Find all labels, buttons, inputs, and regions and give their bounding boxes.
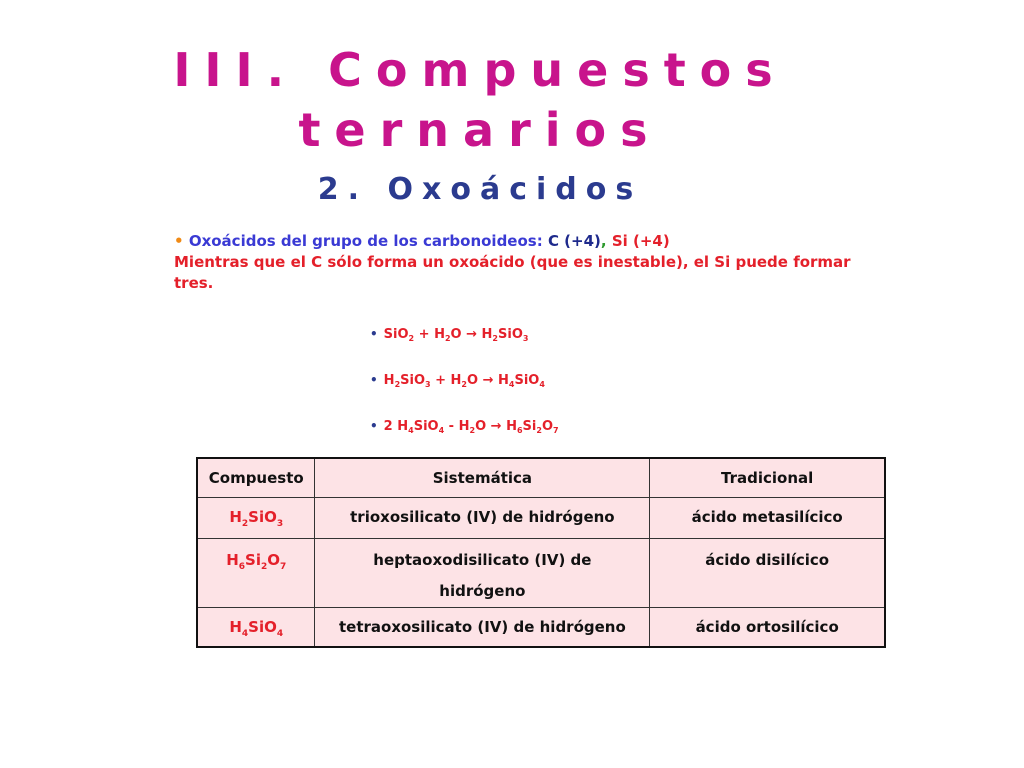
formula-text: H [226, 551, 239, 569]
formula-subscript: 4 [241, 629, 249, 639]
systematic-name-line-1: heptaoxodisilicato (IV) de [373, 551, 592, 569]
equation-subscript: 2 [492, 334, 498, 343]
table-row [197, 498, 885, 539]
equation-subscript: 2 [394, 380, 401, 389]
equation-2 [370, 366, 559, 412]
equation-1 [370, 320, 559, 366]
equation-body [384, 327, 529, 342]
header-sistematica: Sistemática [315, 458, 650, 498]
equation-text: - H [444, 419, 470, 434]
systematic-name [315, 539, 650, 608]
formula-text: O [267, 551, 280, 569]
bullet-icon: • [174, 232, 184, 250]
comma-separator: , [600, 232, 607, 250]
equation-text: O [541, 419, 553, 434]
systematic-name-line-2: hidrógeno [439, 582, 526, 600]
equation-text: O [450, 327, 467, 342]
traditional-name: ácido disilícico [650, 539, 885, 608]
systematic-name: tetraoxosilicato (IV) de hidrógeno [315, 608, 650, 648]
formula-subscript: 6 [238, 562, 246, 572]
equation-subscript: 2 [461, 380, 467, 389]
equation-text: O [467, 373, 483, 388]
equation-body [384, 419, 559, 434]
equations-list [370, 320, 559, 458]
silicon-valence: Si (+4) [611, 232, 670, 250]
equation-text: → [482, 373, 498, 388]
equation-text: Si [522, 419, 537, 434]
formula-subscript: 3 [276, 519, 284, 529]
formula-subscript: 2 [260, 562, 268, 572]
equation-text: SiO [514, 373, 540, 388]
equation-text: → [466, 327, 482, 342]
formula-cell [197, 498, 315, 539]
group-label: Oxoácidos del grupo de los carbonoideos: [188, 232, 543, 250]
formula-subscript: 4 [276, 629, 284, 639]
equation-subscript: 3 [522, 334, 529, 343]
formula-text: H [229, 618, 242, 636]
formula-subscript: 7 [280, 562, 287, 572]
bullet-icon: • [370, 419, 378, 433]
equation-text: H [383, 373, 395, 388]
header-compuesto: Compuesto [197, 458, 315, 498]
bullet-icon: • [370, 373, 378, 387]
slide-subtitle: 2. Oxoácidos [317, 172, 643, 207]
table-row [197, 539, 885, 608]
equation-text: SiO [413, 419, 439, 434]
equation-text: H [506, 419, 517, 434]
equation-text: SiO [383, 327, 409, 342]
equation-subscript: 3 [425, 380, 431, 389]
bullet-icon: • [370, 327, 378, 341]
table-header-row [197, 458, 885, 498]
title-line-2: ternarios [298, 103, 662, 157]
equation-subscript: 7 [553, 426, 559, 435]
equation-subscript: 4 [408, 426, 414, 435]
equation-subscript: 4 [508, 380, 515, 389]
equation-subscript: 2 [408, 334, 415, 343]
equation-text: O [475, 419, 491, 434]
equation-subscript: 2 [444, 334, 451, 343]
formula-text: SiO [248, 508, 277, 526]
formula-text: Si [245, 551, 261, 569]
formula-text: H [229, 508, 242, 526]
equation-text: SiO [400, 373, 426, 388]
equation-text: H [481, 327, 493, 342]
equation-text: H [498, 373, 509, 388]
equation-body [384, 373, 545, 388]
equation-text: SiO [498, 327, 523, 342]
equation-text: → [490, 419, 507, 434]
formula-cell [197, 539, 315, 608]
equation-text: 2 H [383, 419, 409, 434]
equation-text: + H [414, 327, 445, 342]
equation-subscript: 6 [516, 426, 523, 435]
intro-sentence: Mientras que el C sólo forma un oxoácido (que es inestable), el Si puede formar tres. [174, 253, 851, 292]
traditional-name: ácido metasilícico [650, 498, 885, 539]
formula-subscript: 2 [241, 519, 249, 529]
equation-subscript: 2 [536, 426, 542, 435]
header-tradicional: Tradicional [650, 458, 885, 498]
equation-text: + H [430, 373, 462, 388]
equation-subscript: 2 [469, 426, 476, 435]
traditional-name: ácido ortosilícico [650, 608, 885, 648]
title-line-1: III. Compuestos [173, 43, 787, 97]
carbon-valence: C (+4) [547, 232, 601, 250]
slide-title [130, 40, 830, 160]
formula-cell [197, 608, 315, 648]
equation-subscript: 4 [438, 426, 445, 435]
systematic-name: trioxosilicato (IV) de hidrógeno [315, 498, 650, 539]
table-row [197, 608, 885, 648]
intro-paragraph [174, 231, 894, 294]
nomenclature-table [196, 457, 886, 648]
equation-subscript: 4 [539, 380, 545, 389]
equation-3 [370, 412, 559, 458]
formula-text: SiO [248, 618, 277, 636]
